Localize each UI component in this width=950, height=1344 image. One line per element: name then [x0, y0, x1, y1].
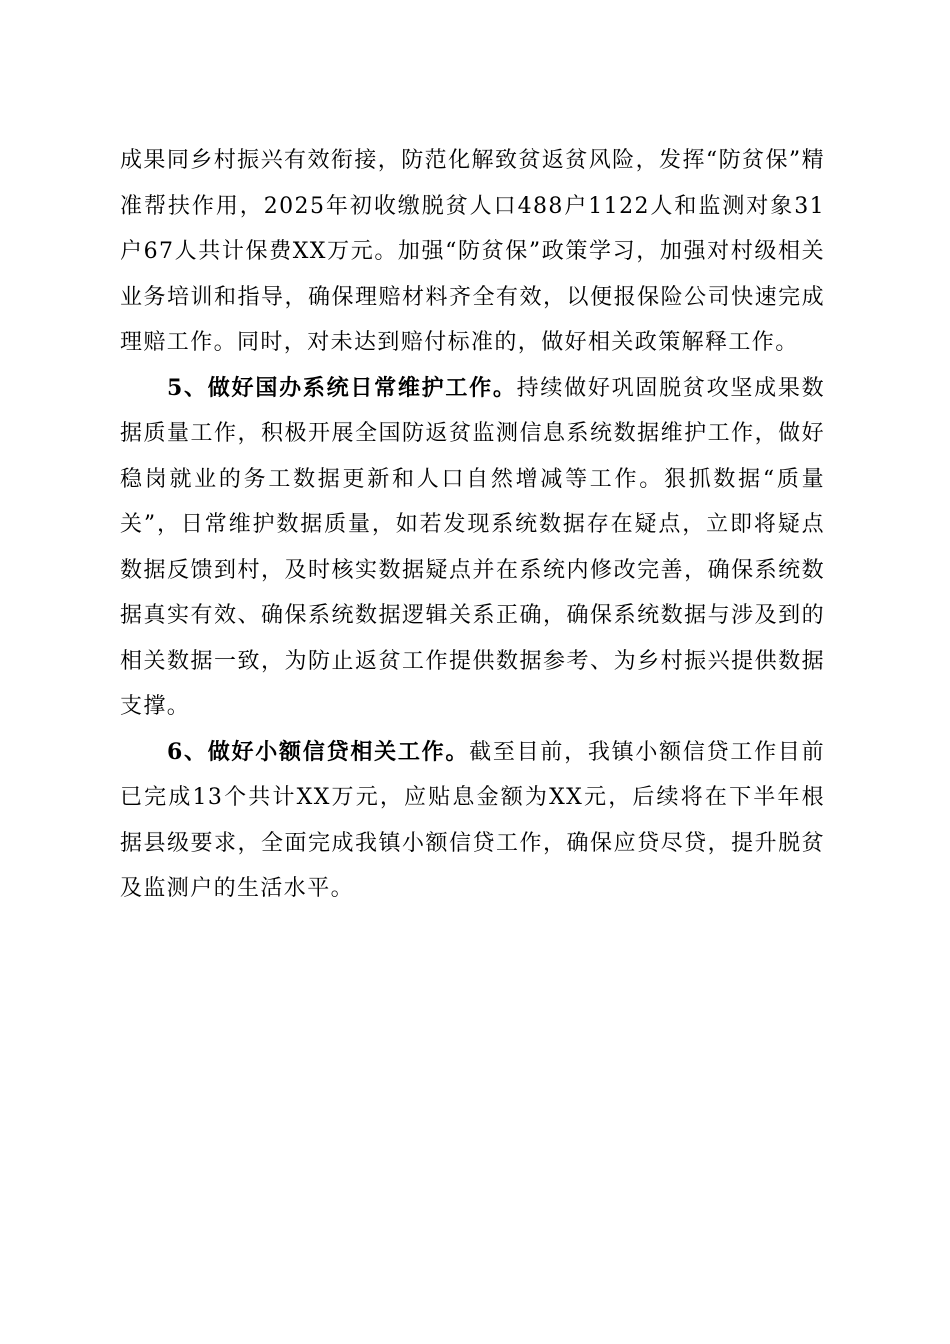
- paragraph-microcredit: [120, 730, 825, 912]
- paragraph-text: 截至目前，我镇小额信贷工作目前已完成13个共计XX万元，应贴息金额为XX元，后续将在下半年根据县级要求，全面完成我镇小额信贷工作，确保应贷尽贷，提升脱贫及监测户的生活水平。: [120, 739, 825, 901]
- paragraph-insurance-continued: [120, 138, 825, 366]
- paragraph-heading: 5、做好国办系统日常维护工作。: [167, 374, 517, 401]
- paragraph-text: 成果同乡村振兴有效衔接，防范化解致贫返贫风险，发挥“防贫保”精准帮扶作用，2025年初收缴脱贫人口488户1122人和监测对象31户67人共计保费XX万元。加强“防贫保”政策学习，加强对村级相关业务培训和指导，确保理赔材料齐全有效，以便报保险公司快速完成理赔工作。同时，对未达到赔付标准的，做好相关政策解释工作。: [120, 148, 825, 355]
- paragraph-text: 持续做好巩固脱贫攻坚成果数据质量工作，积极开展全国防返贫监测信息系统数据维护工作，做好稳岗就业的务工数据更新和人口自然增减等工作。狠抓数据“质量关”，日常维护数据质量，如若发现系统数据存在疑点，立即将疑点数据反馈到村，及时核实数据疑点并在系统内修改完善，确保系统数据真实有效、确保系统数据逻辑关系正确，确保系统数据与涉及到的相关数据一致，为防止返贫工作提供数据参考、为乡村振兴提供数据支撑。: [120, 375, 825, 719]
- paragraph-system-maintenance: [120, 366, 825, 730]
- paragraph-heading: 6、做好小额信贷相关工作。: [167, 738, 470, 765]
- document-body: [120, 138, 825, 912]
